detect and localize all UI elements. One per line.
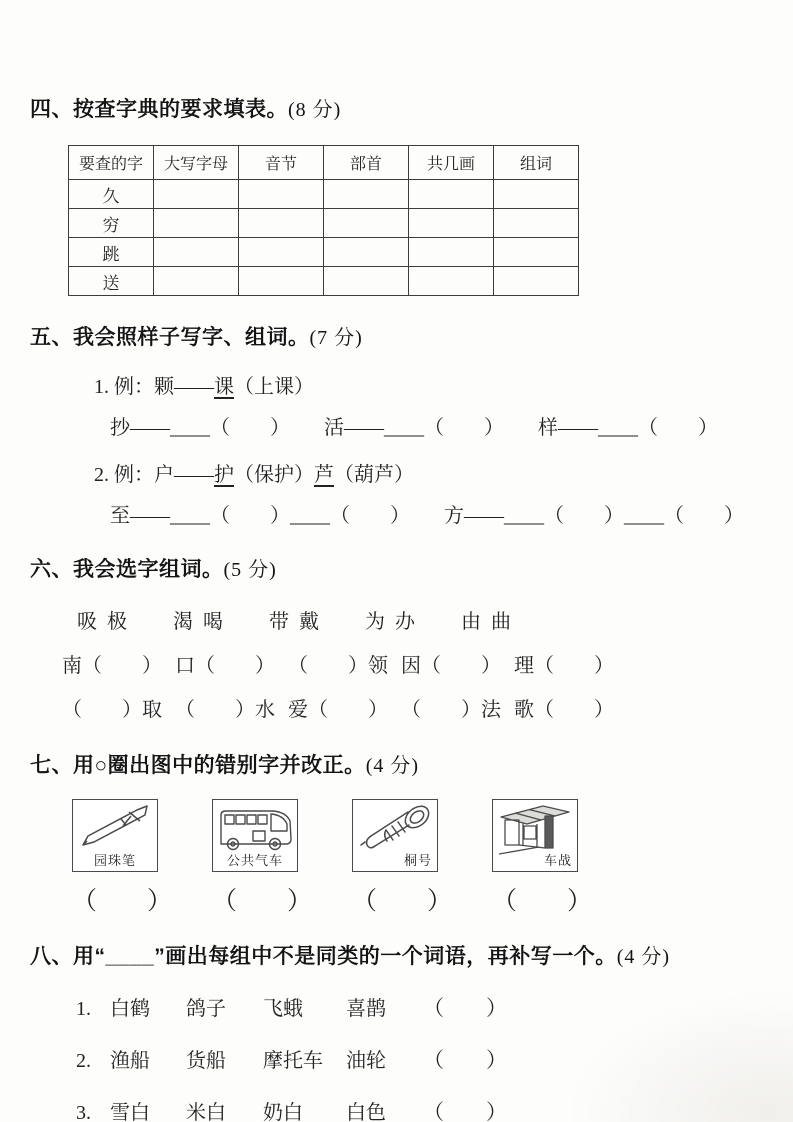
row-number: 1. [76, 998, 91, 1021]
classification-row [76, 992, 735, 1022]
example-prefix: 2. 例：户—— [94, 463, 214, 486]
word-blank-unit: （ ）取 [62, 698, 162, 721]
section-6-number: 六、 [30, 557, 73, 581]
section-5-score: (7 分) [309, 327, 363, 350]
choice-character: 喝 [203, 610, 223, 633]
picture-box [72, 799, 158, 872]
example-underlined-word: 护 [214, 463, 234, 486]
section-4-heading [30, 96, 735, 123]
word-blank-unit: 口（ ） [175, 654, 275, 677]
choice-character: 曲 [491, 610, 511, 633]
section-8-title: 用“____”画出每组中不是同类的一个词语，再补写一个。 [73, 945, 617, 969]
character-choices-row [77, 605, 735, 634]
section-5-number: 五、 [30, 326, 73, 350]
example-prefix: 1. 例：颗—— [94, 375, 214, 398]
empty-cell [324, 180, 409, 209]
row-number: 2. [76, 1050, 91, 1073]
table-row [69, 267, 579, 296]
section-7-heading [30, 752, 735, 779]
empty-cell [239, 238, 324, 267]
empty-cell [494, 238, 579, 267]
section-6-score: (5 分) [223, 558, 277, 581]
word-blank-unit: 南（ ） [62, 654, 162, 677]
word: 飞蛾 [263, 998, 303, 1021]
section-6-title: 我会选字组词。 [73, 557, 224, 581]
example-suffix: （上课） [234, 375, 314, 398]
lookup-character-cell: 跳 [69, 238, 154, 267]
word: 鸽子 [186, 998, 226, 1021]
ballpoint-pen-image [73, 800, 157, 852]
picture-item-pen [72, 799, 173, 917]
section-5 [30, 324, 744, 527]
picture-label: 桐号 [403, 853, 432, 869]
empty-cell [154, 180, 239, 209]
column-header: 大写字母 [154, 146, 239, 180]
empty-cell [494, 180, 579, 209]
fill-in-unit: 活——____（ ） [324, 416, 504, 439]
section-7 [30, 752, 735, 917]
choice-character: 带 [269, 610, 289, 633]
lookup-character-cell: 久 [69, 180, 154, 209]
empty-cell [239, 180, 324, 209]
fill-in-line-2 [110, 499, 744, 528]
word: 白色 [346, 1102, 386, 1122]
word-blank-line-2 [62, 693, 735, 722]
picture-items-row [72, 799, 735, 917]
word-blank-unit: 理（ ） [514, 654, 614, 677]
section-8-heading [30, 943, 735, 970]
table-header-row [69, 146, 579, 180]
word: 摩托车 [263, 1050, 323, 1073]
empty-cell [494, 209, 579, 238]
fill-in-unit: 至——____（ ）____（ ） [110, 504, 410, 527]
empty-cell [409, 180, 494, 209]
word-blank-unit: 爱（ ） [288, 698, 388, 721]
picture-label: 园珠笔 [93, 853, 136, 869]
answer-paren: （ ） [212, 888, 313, 916]
section-6-heading [30, 556, 735, 583]
lookup-character-cell: 穷 [69, 209, 154, 238]
section-4 [30, 96, 735, 296]
example-line-2 [94, 458, 735, 487]
word-blank-unit: 因（ ） [401, 654, 501, 677]
section-7-title: 用○圈出图中的错别字并改正。 [73, 753, 366, 777]
bus-image [213, 800, 297, 854]
word: 油轮 [346, 1050, 386, 1073]
empty-cell [324, 267, 409, 296]
choice-character: 为 [365, 610, 385, 633]
word: 白鹤 [110, 998, 150, 1021]
example-underlined-word: 芦 [314, 463, 334, 486]
word-blank-line-1 [62, 649, 735, 678]
section-4-score: (8 分) [288, 99, 342, 121]
fill-in-unit: 方——____（ ）____（ ） [444, 504, 744, 527]
empty-cell [324, 238, 409, 267]
empty-cell [154, 267, 239, 296]
picture-item-trumpet [352, 799, 453, 917]
picture-box [352, 799, 438, 872]
section-8-score: (4 分) [616, 946, 671, 969]
section-4-title: 按查字典的要求填表。 [73, 98, 288, 121]
empty-cell [409, 238, 494, 267]
empty-cell [239, 209, 324, 238]
word: 货船 [186, 1050, 226, 1073]
example-suffix: （葫芦） [334, 463, 414, 486]
word-blank-unit: （ ）领 [288, 654, 388, 677]
choice-character: 渴 [173, 610, 193, 633]
word-blank-unit: 歌（ ） [514, 698, 614, 721]
fill-in-unit: 样——____（ ） [538, 416, 718, 439]
character-pair [173, 605, 223, 634]
example-line-1 [94, 370, 735, 399]
choice-character: 戴 [299, 610, 319, 633]
lookup-character-cell: 送 [69, 267, 154, 296]
picture-label: 车战 [543, 853, 572, 869]
section-5-title: 我会照样子写字、组词。 [73, 326, 310, 350]
choice-character: 由 [461, 610, 481, 633]
empty-cell [409, 267, 494, 296]
section-8-number: 八、 [30, 945, 73, 969]
answer-paren: （ ） [423, 1048, 507, 1073]
empty-cell [154, 209, 239, 238]
choice-character: 极 [107, 610, 127, 633]
word: 奶白 [263, 1102, 303, 1122]
fill-in-unit: 抄——____（ ） [110, 416, 290, 439]
classification-row [76, 1044, 735, 1074]
column-header: 部首 [324, 146, 409, 180]
character-pair [365, 605, 415, 634]
character-pair [77, 605, 127, 634]
section-7-score: (4 分) [365, 754, 420, 777]
word: 喜鹊 [346, 998, 386, 1021]
column-header: 组词 [494, 146, 579, 180]
example-underlined-word: 课 [214, 375, 234, 398]
section-8 [30, 943, 735, 1122]
section-7-number: 七、 [30, 753, 73, 777]
empty-cell [324, 209, 409, 238]
classification-row [76, 1096, 735, 1122]
dictionary-lookup-table [68, 145, 579, 296]
table-row [69, 209, 579, 238]
choice-character: 吸 [77, 610, 97, 633]
empty-cell [494, 267, 579, 296]
classification-rows [76, 992, 735, 1122]
column-header: 共几画 [409, 146, 494, 180]
answer-paren: （ ） [423, 996, 507, 1021]
column-header: 音节 [239, 146, 324, 180]
empty-cell [239, 267, 324, 296]
picture-label: 公共气车 [226, 853, 283, 869]
section-5-heading [30, 324, 735, 351]
answer-paren: （ ） [423, 1100, 507, 1122]
word: 渔船 [110, 1050, 150, 1073]
character-pair [269, 605, 319, 634]
section-4-number: 四、 [30, 98, 73, 121]
answer-paren: （ ） [352, 888, 453, 916]
word-blank-unit: （ ）法 [401, 698, 501, 721]
word: 雪白 [110, 1102, 150, 1122]
answer-paren: （ ） [492, 888, 593, 916]
fill-in-line-1 [110, 411, 735, 440]
picture-item-bus-stop [492, 799, 593, 917]
picture-item-bus [212, 799, 313, 917]
empty-cell [409, 209, 494, 238]
section-6 [30, 556, 735, 722]
word: 米白 [186, 1102, 226, 1122]
table-row [69, 238, 579, 267]
row-number: 3. [76, 1102, 91, 1122]
example-middle: （保护） [234, 463, 314, 486]
column-header: 要查的字 [69, 146, 154, 180]
word-blank-unit: （ ）水 [175, 698, 275, 721]
character-pair [461, 605, 511, 634]
empty-cell [154, 238, 239, 267]
table-row [69, 180, 579, 209]
choice-character: 办 [395, 610, 415, 633]
picture-box [212, 799, 298, 872]
picture-box [492, 799, 578, 872]
answer-paren: （ ） [72, 888, 173, 916]
